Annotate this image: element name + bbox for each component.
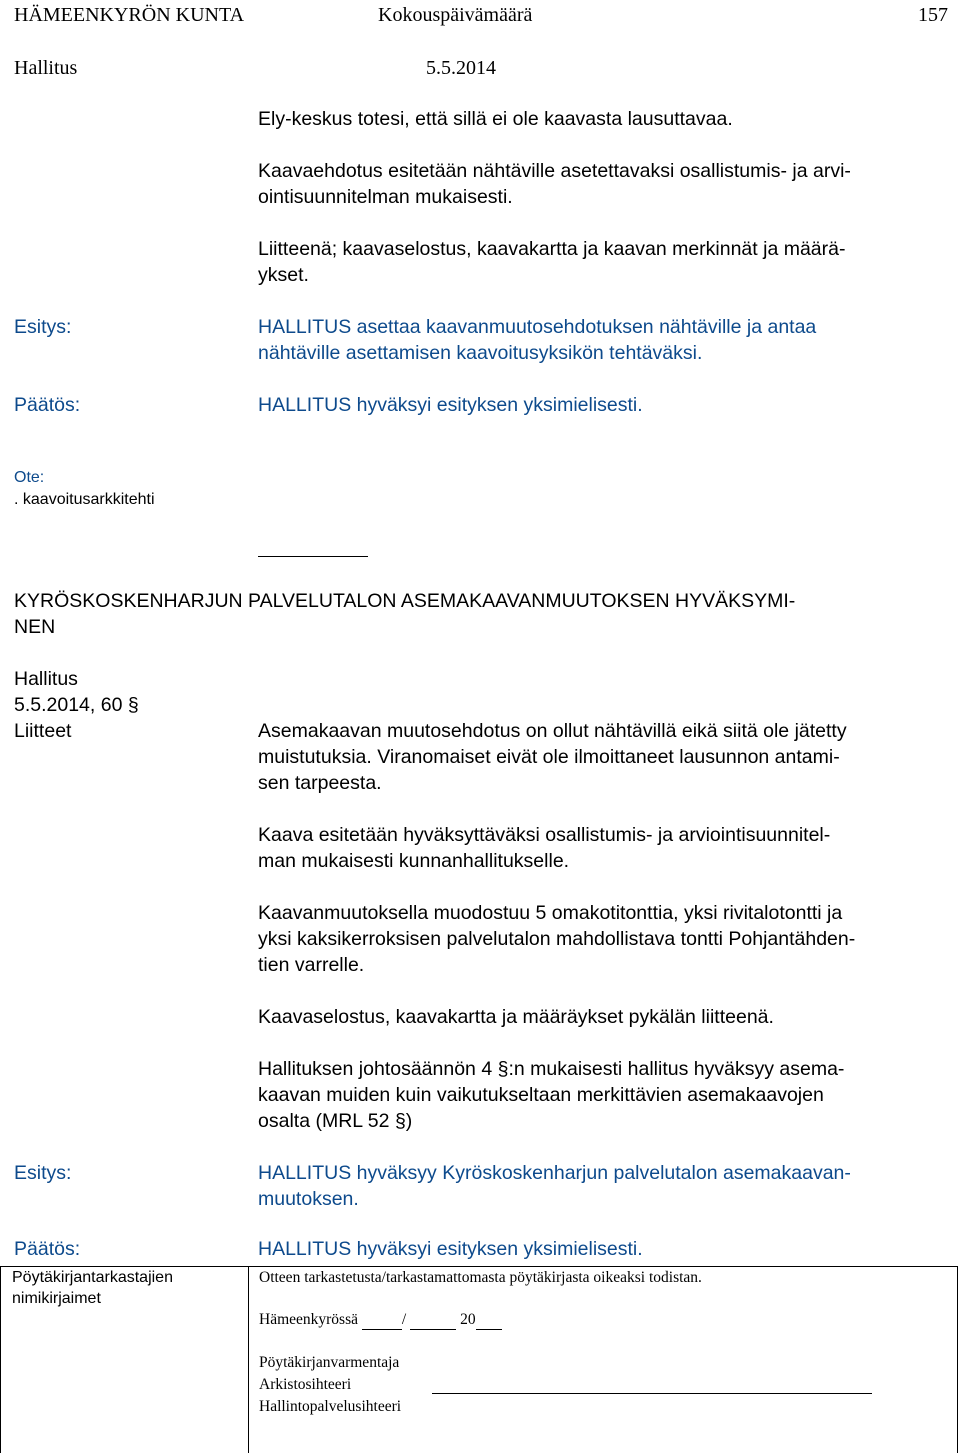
paragraph-liitteena-1: Liitteenä; kaavaselostus, kaavakartta ja kaavan merkinnät ja määrä- [258,238,846,260]
section-meta-body: Hallitus [14,668,78,690]
body-line-10b: :n mukaisesti hallitus hyväksyy asema- [508,1058,845,1080]
paatos-text: HALLITUS hyväksyi esityksen yksimielisesti. [258,394,643,416]
section-sign-icon: § [497,1058,509,1080]
paatos-2-text: HALLITUS hyväksyi esityksen yksimielisesti. [258,1238,643,1260]
role-archive-secretary: Arkistosihteeri [259,1376,352,1393]
section-title-2: NEN [14,616,56,638]
esitys-2-text-1: HALLITUS hyväksyy Kyröskoskenharjun palvelutalon asemakaavan- [258,1162,851,1184]
section-meta-attachments: Liitteet [14,720,72,742]
section-title-1: KYRÖSKOSKENHARJUN PALVELUTALON ASEMAKAAVANMUUTOKSEN HYVÄKSYMI- [14,590,796,612]
place-name: Hämeenkyrössä [259,1311,358,1328]
paragraph-kaavaehdotus-1: Kaavaehdotus esitetään nähtäville asetettavaksi osallistumis- ja arvi- [258,160,851,182]
body-line-10a: Hallituksen johtosäännön 4 [258,1058,493,1080]
body-line-3: sen tarpeesta. [258,772,382,794]
ote-recipient: . kaavoitusarkkitehti [14,491,155,508]
body-line-2: muistutuksia. Viranomaiset eivät ole ilmoittaneet lausunnon antami- [258,746,840,768]
section-sign-icon: § [127,694,139,716]
date-slash: / [401,1311,407,1328]
paatos-label-2: Päätös: [14,1238,81,1260]
esitys-text-2: nähtäville asettamisen kaavoitusyksikön tehtäväksi. [258,342,703,364]
paragraph-ely: Ely-keskus totesi, että sillä ei ole kaavasta lausuttavaa. [258,108,733,130]
year-blank [476,1311,502,1330]
body-line-12a: osalta (MRL 52 [258,1110,390,1132]
year-prefix: 20 [460,1311,476,1328]
meeting-body: Hallitus [14,57,78,79]
body-line-6: Kaavanmuutoksella muodostuu 5 omakotitonttia, yksi rivitalotontti ja [258,902,843,924]
body-line-8: tien varrelle. [258,954,365,976]
role-verifier: Pöytäkirjanvarmentaja [259,1354,400,1371]
esitys-2-text-2: muutoksen. [258,1188,359,1210]
section-meta-ref-text: 5.5.2014, 60 [14,694,123,716]
document-type: Kokouspäivämäärä [378,4,533,26]
paragraph-kaavaehdotus-2: ointisuunnitelman mukaisesti. [258,186,513,208]
meeting-date: 5.5.2014 [426,57,496,79]
body-line-12b: ) [405,1110,413,1132]
day-blank [362,1311,402,1330]
body-line-5: man mukaisesti kunnanhallitukselle. [258,850,570,872]
certify-text: Otteen tarkastetusta/tarkastamattomasta pöytäkirjasta oikeaksi todistan. [259,1269,702,1286]
body-line-9: Kaavaselostus, kaavakartta ja määräykset pykälän liitteenä. [258,1006,774,1028]
body-line-12 [258,1108,948,1134]
inspectors-label-1: Pöytäkirjantarkastajien [12,1269,173,1286]
certification-box [0,1266,958,1453]
esitys-text-1: HALLITUS asettaa kaavanmuutosehdotuksen nähtäville ja antaa [258,316,817,338]
signature-line [432,1393,872,1394]
month-blank [410,1311,456,1330]
ote-label: Ote: [14,469,45,486]
body-line-1: Asemakaavan muutosehdotus on ollut nähtävillä eikä siitä ole jätetty [258,720,847,742]
esitys-label-2: Esitys: [14,1162,72,1184]
page-number: 157 [918,4,948,26]
section-meta-ref [14,692,139,718]
paatos-label: Päätös: [14,394,81,416]
body-line-7: yksi kaksikerroksisen palvelutalon mahdollistava tontti Pohjantähden- [258,928,856,950]
place-date-line [259,1311,502,1330]
body-line-11: kaavan muiden kuin vaikutukseltaan merkittävien asemakaavojen [258,1084,824,1106]
esitys-label: Esitys: [14,316,72,338]
paragraph-liitteena-2: ykset. [258,264,309,286]
role-admin-secretary: Hallintopalvelusihteeri [259,1398,402,1415]
inspectors-label-2: nimikirjaimet [12,1290,101,1307]
section-sign-icon: § [394,1110,406,1132]
body-line-4: Kaava esitetään hyväksyttäväksi osallistumis- ja arviointisuunnitel- [258,824,831,846]
municipality-name: HÄMEENKYRÖN KUNTA [14,4,245,26]
section-divider [258,556,368,557]
body-line-10 [258,1056,948,1082]
